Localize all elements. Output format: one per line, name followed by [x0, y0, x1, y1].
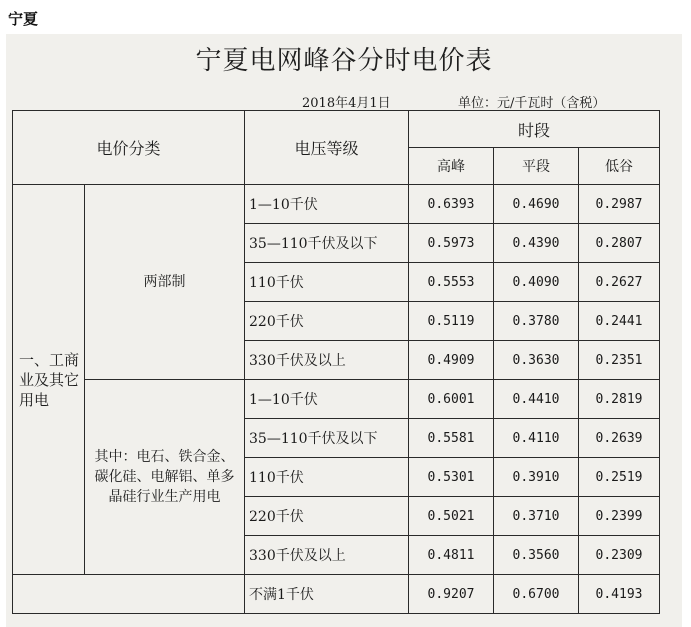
- voltage-cell: 不满1千伏: [245, 575, 409, 614]
- document-title: 宁夏电网峰谷分时电价表: [195, 46, 493, 76]
- group-label-cell: 其中：电石、铁合金、碳化硅、电解铝、单多晶硅行业生产用电: [85, 380, 245, 575]
- peak-price-cell: 0.5581: [409, 419, 494, 458]
- flat-price-cell: 0.3780: [494, 302, 579, 341]
- peak-price-cell: 0.5301: [409, 458, 494, 497]
- header-category: 电价分类: [13, 111, 245, 185]
- table-row: [13, 380, 660, 419]
- valley-price-cell: 0.2639: [579, 419, 660, 458]
- header-period: 时段: [409, 111, 660, 148]
- peak-price-cell: 0.5119: [409, 302, 494, 341]
- voltage-cell: 220千伏: [245, 497, 409, 536]
- valley-price-cell: 0.4193: [579, 575, 660, 614]
- peak-price-cell: 0.5553: [409, 263, 494, 302]
- effective-date: 2018年4月1日: [302, 96, 391, 111]
- valley-price-cell: 0.2309: [579, 536, 660, 575]
- voltage-cell: 220千伏: [245, 302, 409, 341]
- voltage-cell: 1—10千伏: [245, 380, 409, 419]
- voltage-cell: 110千伏: [245, 263, 409, 302]
- flat-price-cell: 0.4390: [494, 224, 579, 263]
- voltage-cell: 110千伏: [245, 458, 409, 497]
- valley-price-cell: 0.2351: [579, 341, 660, 380]
- group-label-cell: [13, 575, 245, 614]
- flat-price-cell: 0.4410: [494, 380, 579, 419]
- flat-price-cell: 0.3910: [494, 458, 579, 497]
- header-voltage: 电压等级: [245, 111, 409, 185]
- flat-price-cell: 0.3560: [494, 536, 579, 575]
- valley-price-cell: 0.2399: [579, 497, 660, 536]
- peak-price-cell: 0.4811: [409, 536, 494, 575]
- valley-price-cell: 0.2441: [579, 302, 660, 341]
- header-flat: 平段: [494, 148, 579, 185]
- flat-price-cell: 0.4690: [494, 185, 579, 224]
- flat-price-cell: 0.4110: [494, 419, 579, 458]
- tariff-document-image: [6, 34, 682, 627]
- table-row: [13, 185, 660, 224]
- valley-price-cell: 0.2987: [579, 185, 660, 224]
- header-row: [13, 111, 660, 148]
- tariff-table-body: [13, 111, 660, 614]
- region-label: 宁夏: [8, 10, 39, 28]
- group-label-cell: 两部制: [85, 185, 245, 380]
- peak-price-cell: 0.9207: [409, 575, 494, 614]
- table-row: [13, 575, 660, 614]
- valley-price-cell: 0.2519: [579, 458, 660, 497]
- voltage-cell: 1—10千伏: [245, 185, 409, 224]
- peak-price-cell: 0.6001: [409, 380, 494, 419]
- flat-price-cell: 0.3630: [494, 341, 579, 380]
- voltage-cell: 330千伏及以上: [245, 536, 409, 575]
- voltage-cell: 35—110千伏及以下: [245, 419, 409, 458]
- peak-price-cell: 0.5973: [409, 224, 494, 263]
- price-unit: 单位：元/千瓦时（含税）: [458, 96, 606, 111]
- peak-price-cell: 0.5021: [409, 497, 494, 536]
- flat-price-cell: 0.6700: [494, 575, 579, 614]
- flat-price-cell: 0.4090: [494, 263, 579, 302]
- voltage-cell: 35—110千伏及以下: [245, 224, 409, 263]
- valley-price-cell: 0.2807: [579, 224, 660, 263]
- flat-price-cell: 0.3710: [494, 497, 579, 536]
- valley-price-cell: 0.2819: [579, 380, 660, 419]
- header-peak: 高峰: [409, 148, 494, 185]
- voltage-cell: 330千伏及以上: [245, 341, 409, 380]
- main-category-cell: 一、工商业及其它用电: [13, 185, 85, 575]
- peak-price-cell: 0.4909: [409, 341, 494, 380]
- peak-price-cell: 0.6393: [409, 185, 494, 224]
- valley-price-cell: 0.2627: [579, 263, 660, 302]
- tariff-table: [12, 110, 660, 614]
- header-valley: 低谷: [579, 148, 660, 185]
